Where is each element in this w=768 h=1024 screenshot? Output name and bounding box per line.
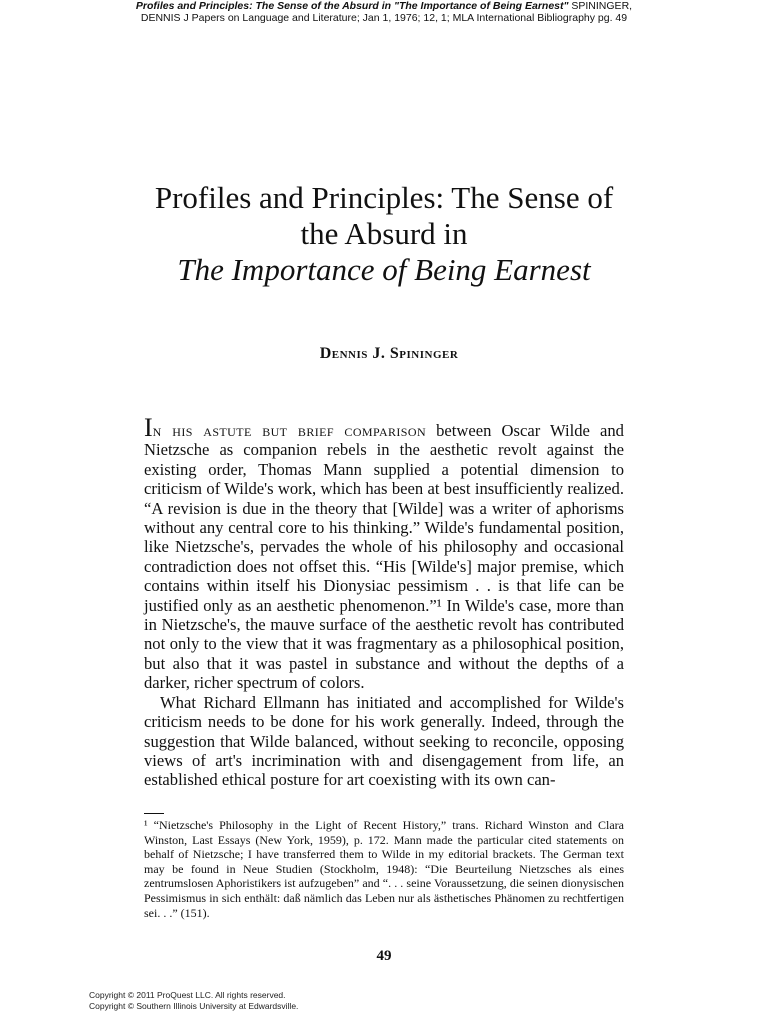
footnote xyxy=(144,818,624,920)
article-body xyxy=(144,413,624,790)
paragraph-1 xyxy=(144,413,624,693)
lead-in: n his astute but brief comparison xyxy=(152,421,427,440)
copyright-line-2: Copyright © Southern Illinois University at Edwardsville. xyxy=(89,1000,299,1011)
footnote-rule xyxy=(144,813,164,814)
citation-title-line xyxy=(0,0,768,12)
title-line-2: the Absurd in xyxy=(300,216,468,251)
citation-author: SPININGER, xyxy=(568,0,633,12)
footnote-text: ¹ “Nietzsche's Philosophy in the Light of Recent History,” trans. Richard Winston and Clara Winston, Last Essays (New York, 1959), p. 172. Mann made the particular cited statements on behalf of Nietzsche; I have transferred them to Wilde in my editorial brackets. The German text may be found in Neue Studien (Stockholm, 1948): “Die Beurteilung Nietzsches als eines zentrumslosen Aphoristikers ist aufzugeben” and “. . . seine Voraussetzung, die seinen dionysischen Pessimismus in sich enthält: daß nämlich das Leben nur als ästhetisches Phänomen zu rechtfertigen sei. . .” (151). xyxy=(144,818,624,920)
page-number: 49 xyxy=(376,948,392,964)
citation-header xyxy=(0,0,768,24)
citation-details: DENNIS J Papers on Language and Literature; Jan 1, 1976; 12, 1; MLA International Bibliography pg. 49 xyxy=(140,12,628,24)
copyright-line-1: Copyright © 2011 ProQuest LLC. All rights reserved. xyxy=(89,990,286,1000)
paragraph-2: What Richard Ellmann has initiated and accomplished for Wilde's criticism needs to be done for his work generally. Indeed, through the suggestion that Wilde balanced, without seeking to reconcile, opposing views of art's incrimination with and disengagement from life, an established ethical posture for art coexisting with its own can- xyxy=(144,692,624,790)
drop-cap: I xyxy=(144,413,153,442)
citation-title: Profiles and Principles: The Sense of the Absurd in "The Importance of Being Earnest" xyxy=(135,0,569,12)
title-line-1: Profiles and Principles: The Sense of xyxy=(154,180,614,215)
article-title xyxy=(0,180,768,288)
article-author: Dennis J. Spininger xyxy=(319,345,459,362)
paragraph-1-text: between Oscar Wilde and Nietzsche as companion rebels in the aesthetic revolt against the existing order, Thomas Mann supplied a potential dimension to criticism of Wilde's work, which has been at best insufficiently realized. “A revision is due in the theory that [Wilde] was a writer of aphorisms without any central core to his thinking.” Wilde's fundamental position, like Nietzsche's, pervades the whole of his philosophy and occasional contradiction does not offset this. “His [Wilde's] major premise, which contains within itself his Dionysiac pessimism . . is that life can be justified only as an aesthetic phenomenon.”¹ In Wilde's case, more than in Nietzsche's, the mauve surface of the aesthetic revolt has contributed not only to the view that it was fragmentary as a philosophical position, but also that it was pastel in substance and without the depths of a darker, richer spectrum of colors. xyxy=(144,421,624,693)
title-line-3: The Importance of Being Earnest xyxy=(177,252,591,287)
copyright-notice xyxy=(89,990,298,1011)
